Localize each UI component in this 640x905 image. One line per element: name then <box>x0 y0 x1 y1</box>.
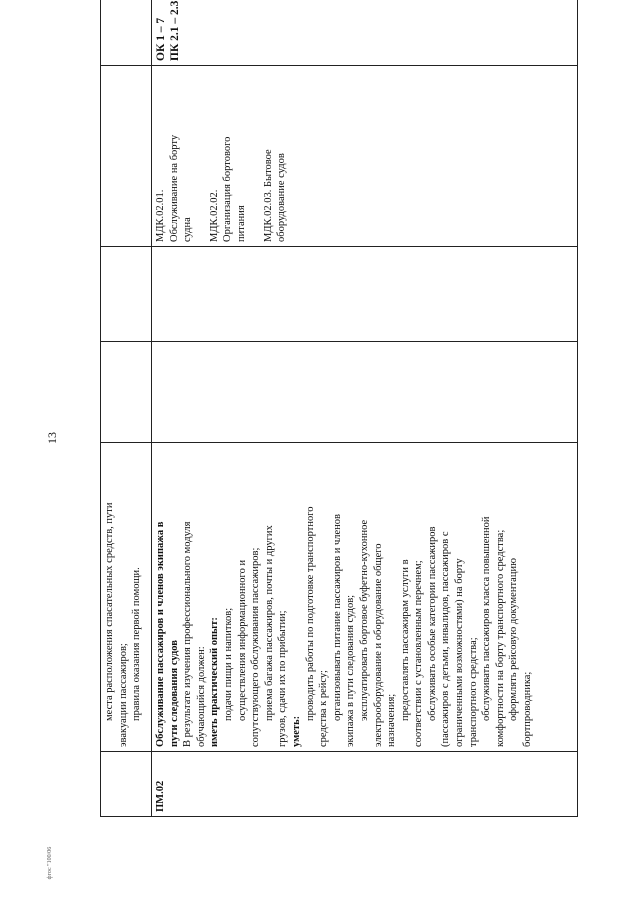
empty-cell <box>101 247 152 342</box>
empty-cell <box>152 342 578 443</box>
competency-codes-cell <box>101 0 152 66</box>
text-line: обслуживать пассажиров класса повышенной <box>481 516 493 721</box>
text-line: соответствии с установленным перечнем; <box>413 560 425 747</box>
competency-codes-cell <box>152 0 578 66</box>
description-cell <box>152 443 578 752</box>
text-line: транспортного средства; <box>467 637 479 747</box>
mdk-line: МДК.02.01. <box>155 189 166 242</box>
module-code-cell <box>152 752 578 817</box>
text-line: места расположения спасательных средств, пути <box>104 502 115 721</box>
mdk-line: МДК.02.02. <box>208 189 220 242</box>
text-line: осуществления информационного и <box>236 559 248 721</box>
text-line: уметь: <box>290 715 302 747</box>
mdk-line: Обслуживание на борту <box>168 134 180 242</box>
text-line: В результате изучения профессионального модуля <box>182 521 194 747</box>
text-line: бортпроводника; <box>522 671 534 747</box>
rotated-page <box>100 0 534 812</box>
table-row <box>152 0 578 817</box>
mdk-line: Организация бортового <box>222 136 234 242</box>
text-line: (пассажиров с детьми, инвалидов, пассажиров с <box>440 531 452 747</box>
text-line: оформлять рейсовую документацию <box>508 558 520 721</box>
text-line: Обслуживание пассажиров и членов экипажа в <box>155 521 166 747</box>
text-line: экипажа в пути следования судов; <box>345 594 357 747</box>
text-line: предоставлять пассажирам услуги в <box>399 559 411 721</box>
footer-code: фгос "100/06 <box>47 846 53 880</box>
text-line: проводить работы по подготовке транспортного <box>304 506 316 721</box>
text-line: правила оказания первой помощи. <box>131 567 143 721</box>
module-code: ПМ.02 <box>155 780 166 812</box>
text-line: приема багажа пассажиров, почты и других <box>263 525 275 721</box>
text-line: эвакуации пассажиров; <box>117 643 129 747</box>
competency-code: ПК 2.1 – 2.3 <box>169 0 181 61</box>
spacer <box>195 70 208 242</box>
table-row <box>101 0 152 817</box>
page-number: 13 <box>45 432 59 444</box>
text-line: подачи пищи и напитков; <box>222 607 234 721</box>
empty-cell <box>152 247 578 342</box>
empty-cell <box>101 342 152 443</box>
text-line: пути следования судов <box>168 640 180 747</box>
mdk-line: питания <box>235 205 247 242</box>
competency-table <box>100 0 578 817</box>
text-line: эксплуатировать бортовое буфетно-кухонное <box>358 519 370 721</box>
text-line: иметь практический опыт: <box>209 617 221 747</box>
landscape-content <box>100 0 578 817</box>
description-cell <box>101 443 152 752</box>
text-line: электрооборудование и оборудование общего <box>372 543 384 747</box>
text-line: обслуживать особые категории пассажиров <box>426 526 438 721</box>
text-line: комфортности на борту транспортного средства; <box>494 529 506 747</box>
mdk-cell <box>101 66 152 247</box>
spacer <box>249 70 262 242</box>
text-line: ограниченными возможностями) на борту <box>454 558 466 747</box>
text-line: грузов, сдачи их по прибытии; <box>277 610 289 747</box>
mdk-cell <box>152 66 578 247</box>
competency-code: ОК 1 – 7 <box>155 17 167 61</box>
mdk-line: оборудование судов <box>276 153 288 242</box>
text-line: средства к рейсу; <box>318 670 330 747</box>
text-line: организовывать питание пассажиров и членов <box>331 513 343 721</box>
text-line: обучающийся должен: <box>195 646 207 747</box>
mdk-line: судна <box>182 217 194 242</box>
text-line: сопутствующего обслуживания пассажиров; <box>250 547 262 747</box>
module-code-cell <box>101 752 152 817</box>
text-line: назначения; <box>386 693 398 747</box>
mdk-line: МДК.02.03. Бытовое <box>262 149 274 242</box>
